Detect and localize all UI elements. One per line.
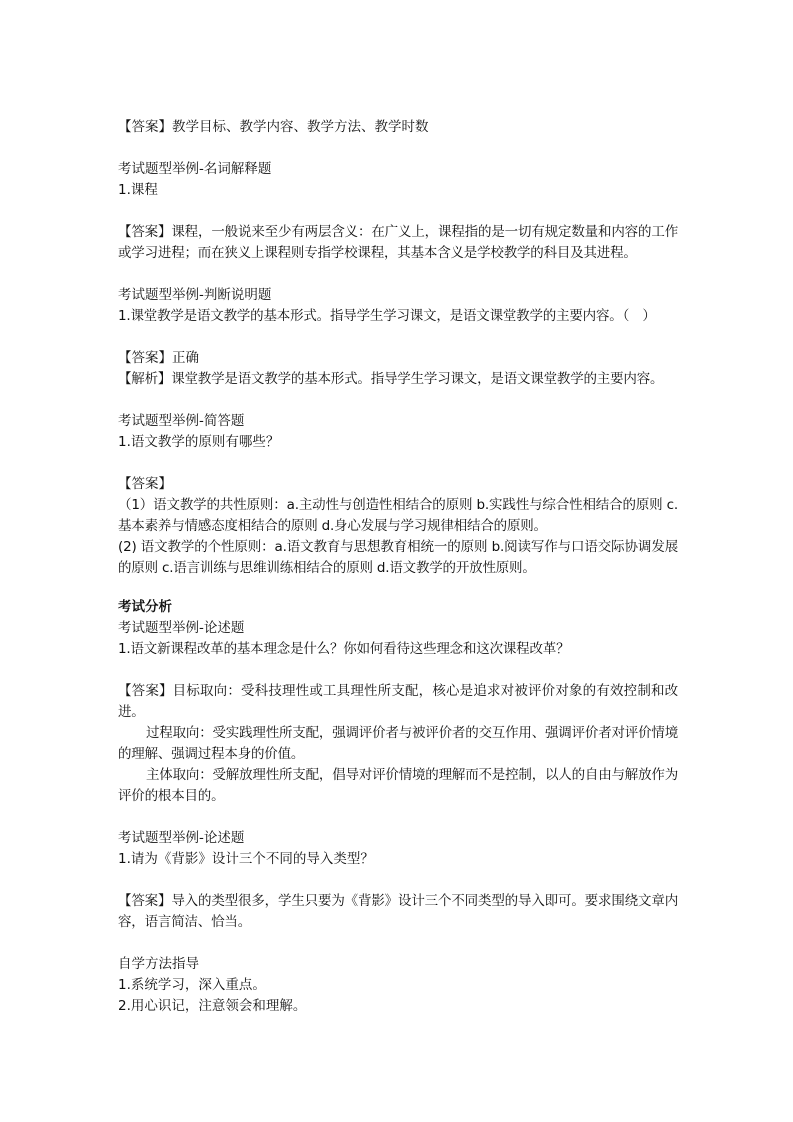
answer-essay-process: 过程取向：受实践理性所支配，强调评价者与被评价者的交互作用、强调评价者对评价情境的理解、强调过程本身的价值。 (118, 725, 678, 762)
spacer (118, 933, 678, 954)
answer-point-1: （1）语文教学的共性原则：a.主动性与创造性相结合的原则 b.实践性与综合性相结合的原则 c.基本素养与情感态度相结合的原则 d.身心发展与学习规律相结合的原则。 (118, 497, 678, 534)
section-heading-self-study: 自学方法指导 (118, 956, 199, 972)
question-judge: 1.课堂教学是语文教学的基本形式。指导学生学习课文，是语文课堂教学的主要内容。（ ） (118, 308, 656, 324)
intro-answer: 【答案】教学目标、教学内容、教学方法、教学时数 (118, 119, 429, 135)
spacer (118, 579, 678, 597)
answer-term: 【答案】课程，一般说来至少有两层含义：在广义上，课程指的是一切有规定数量和内容的工作或学习进程；而在狭义上课程则专指学校课程，其基本含义是学校教学的科目及其进程。 (118, 224, 678, 261)
spacer (118, 660, 678, 681)
question-short: 1.语文教学的原则有哪些？ (118, 434, 280, 450)
answer-essay-goal: 【答案】目标取向：受科技理性或工具理性所支配，核心是追求对被评价对象的有效控制和改进。 (118, 683, 678, 720)
answer-essay-2: 【答案】导入的类型很多，学生只要为《背影》设计三个不同类型的导入即可。要求围绕文章内容，语言简洁、恰当。 (118, 893, 678, 930)
spacer (118, 807, 678, 828)
section-heading-term: 考试题型举例-名词解释题 (118, 161, 272, 177)
spacer (118, 453, 678, 474)
spacer (118, 138, 678, 159)
analysis-judge: 【解析】课堂教学是语文教学的基本形式。指导学生学习课文，是语文课堂教学的主要内容。 (118, 371, 664, 387)
spacer (118, 264, 678, 285)
answer-essay-subject: 主体取向：受解放理性所支配，倡导对评价情境的理解而不是控制，以人的自由与解放作为评价的根本目的。 (118, 767, 678, 804)
section-heading-short: 考试题型举例-简答题 (118, 413, 245, 429)
spacer (118, 390, 678, 411)
document-body (118, 117, 678, 1017)
self-study-item-2: 2.用心识记，注意领会和理解。 (118, 998, 307, 1014)
answer-label-short: 【答案】 (118, 476, 172, 492)
section-heading-essay-2: 考试题型举例-论述题 (118, 830, 245, 846)
section-heading-judge: 考试题型举例-判断说明题 (118, 287, 272, 303)
spacer (118, 870, 678, 891)
section-heading-essay: 考试题型举例-论述题 (118, 620, 245, 636)
spacer (118, 201, 678, 222)
spacer (118, 327, 678, 348)
answer-point-2: (2) 语文教学的个性原则：a.语文教育与思想教育相统一的原则 b.阅读写作与口语交际协调发展的原则 c.语言训练与思维训练相结合的原则 d.语文教学的开放性原则。 (118, 539, 678, 576)
question-essay: 1.语文新课程改革的基本理念是什么？你如何看待这些理念和这次课程改革？ (118, 641, 570, 657)
question-term: 1.课程 (118, 182, 158, 198)
self-study-item-1: 1.系统学习，深入重点。 (118, 977, 266, 993)
section-title-exam-analysis: 考试分析 (118, 599, 172, 615)
question-essay-2: 1.请为《背影》设计三个不同的导入类型？ (118, 851, 374, 867)
answer-judge: 【答案】正确 (118, 350, 199, 366)
